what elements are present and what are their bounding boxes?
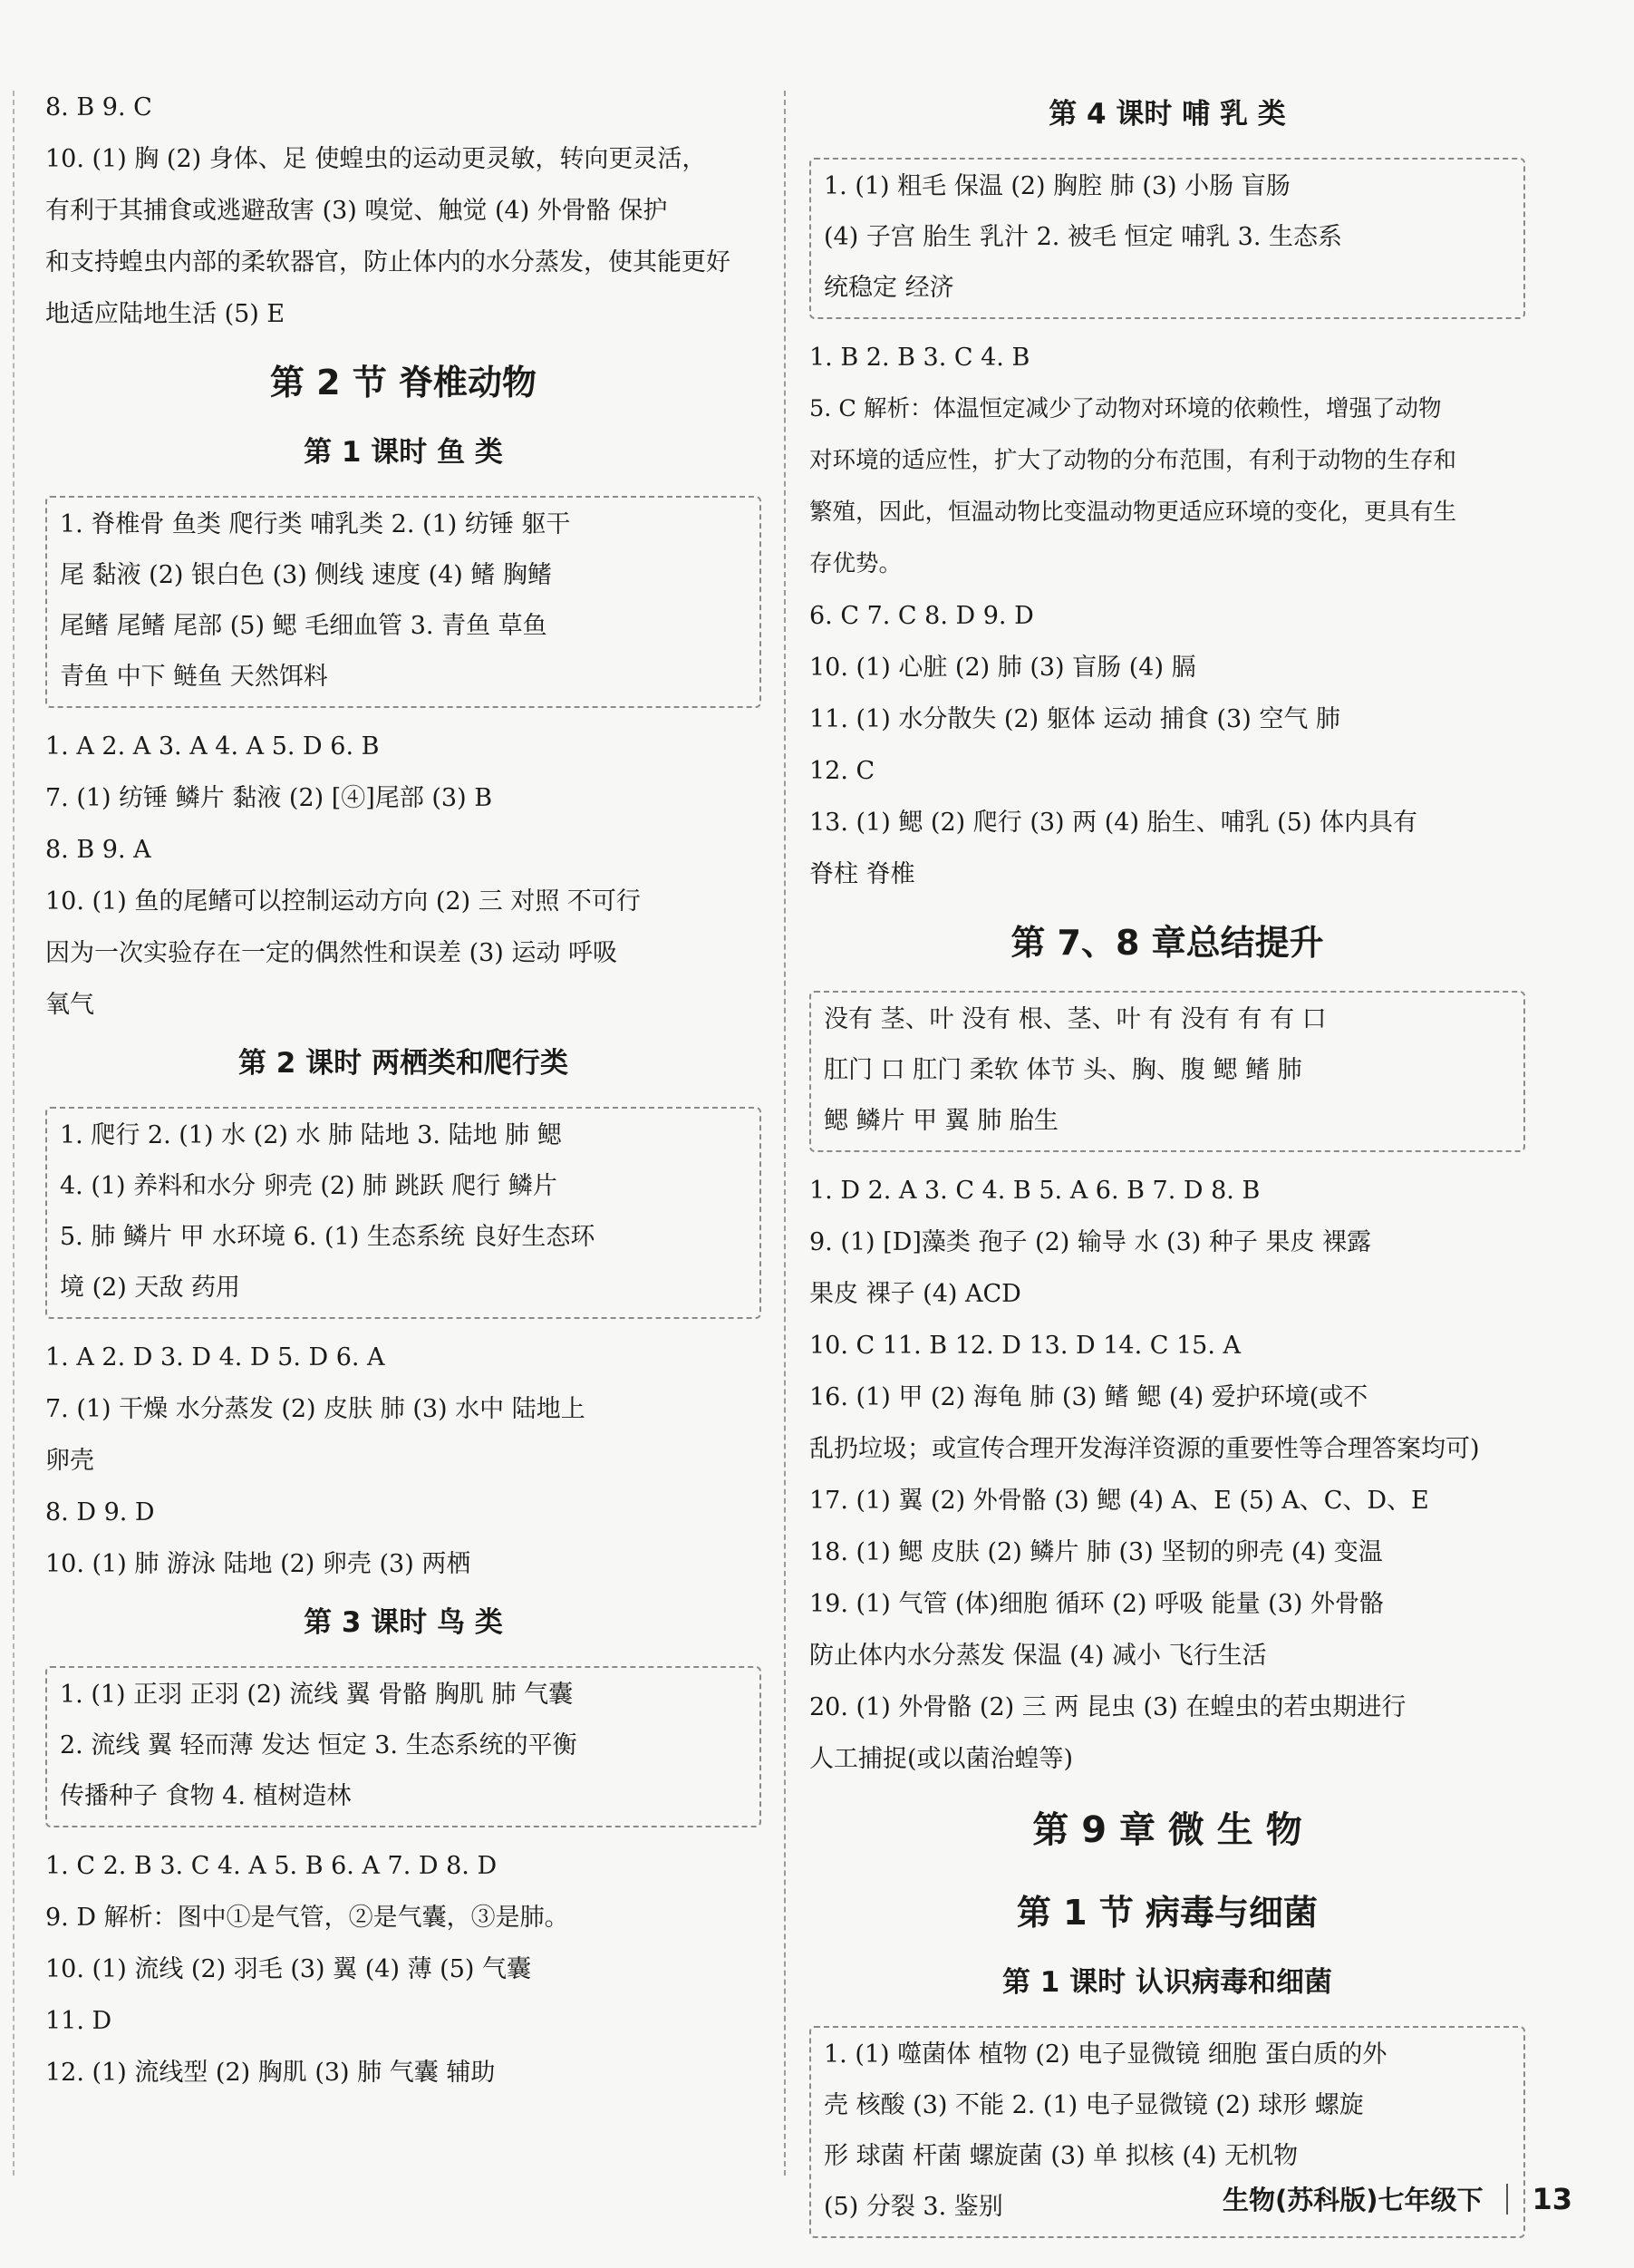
answer-line: 地适应陆地生活 (5) E — [45, 300, 285, 328]
footer-separator — [1506, 2184, 1508, 2215]
answer-line: 10. (1) 流线 (2) 羽毛 (3) 翼 (4) 薄 (5) 气囊 — [45, 1955, 531, 1983]
lesson-title: 第 3 课时 鸟 类 — [304, 1606, 503, 1639]
answer-line: 6. C 7. C 8. D 9. D — [809, 602, 1034, 630]
box-line: 1. 脊椎骨 鱼类 爬行类 哺乳类 2. (1) 纺锤 躯干 — [60, 510, 571, 538]
box-line: 尾鳍 尾鳍 尾部 (5) 鳃 毛细血管 3. 青鱼 草鱼 — [60, 612, 547, 640]
lesson-title: 第 2 课时 两栖类和爬行类 — [238, 1047, 568, 1080]
answer-line: 5. C 解析：体温恒定减少了动物对环境的依赖性，增强了动物 — [809, 395, 1442, 422]
answer-summary-box — [45, 1107, 761, 1319]
answer-line: 和支持蝗虫内部的柔软器官，防止体内的水分蒸发，使其能更好 — [45, 248, 730, 276]
box-line: 4. (1) 养料和水分 卵壳 (2) 肺 跳跃 爬行 鳞片 — [60, 1172, 557, 1200]
answer-line: 11. D — [45, 2007, 112, 2035]
section-title: 第 1 节 病毒与细菌 — [1016, 1893, 1319, 1933]
answer-line: 对环境的适应性，扩大了动物的分布范围，有利于动物的生存和 — [809, 447, 1457, 474]
box-line: 1. (1) 噬菌体 植物 (2) 电子显微镜 细胞 蛋白质的外 — [824, 2040, 1387, 2069]
answer-line: 19. (1) 气管 (体)细胞 循环 (2) 呼吸 能量 (3) 外骨骼 — [809, 1590, 1384, 1618]
answer-line: 乱扔垃圾；或宣传合理开发海洋资源的重要性等合理答案均可) — [809, 1435, 1480, 1463]
answer-line: 17. (1) 翼 (2) 外骨骼 (3) 鳃 (4) A、E (5) A、C、D、E — [809, 1487, 1429, 1515]
answer-line: 18. (1) 鳃 皮肤 (2) 鳞片 肺 (3) 坚韧的卵壳 (4) 变温 — [809, 1538, 1383, 1566]
answer-line: 10. C 11. B 12. D 13. D 14. C 15. A — [809, 1332, 1241, 1360]
answer-line: 16. (1) 甲 (2) 海龟 肺 (3) 鳍 鳃 (4) 爱护环境(或不 — [809, 1383, 1368, 1411]
box-line: 1. (1) 正羽 正羽 (2) 流线 翼 骨骼 胸肌 肺 气囊 — [60, 1681, 574, 1709]
answer-line: 因为一次实验存在一定的偶然性和误差 (3) 运动 呼吸 — [45, 939, 617, 967]
answer-line: 防止体内水分蒸发 保温 (4) 减小 飞行生活 — [809, 1642, 1267, 1670]
answer-line: 繁殖，因此，恒温动物比变温动物更适应环境的变化，更具有生 — [809, 499, 1457, 526]
answer-line: 7. (1) 干燥 水分蒸发 (2) 皮肤 肺 (3) 水中 陆地上 — [45, 1395, 585, 1423]
answer-summary-box — [809, 991, 1525, 1152]
section-title: 第 9 章 微 生 物 — [1032, 1809, 1302, 1851]
box-line: 境 (2) 天敌 药用 — [60, 1274, 240, 1302]
answer-line: 有利于其捕食或逃避敌害 (3) 嗅觉、触觉 (4) 外骨骼 保护 — [45, 197, 668, 225]
answer-line: 11. (1) 水分散失 (2) 躯体 运动 捕食 (3) 空气 肺 — [809, 705, 1340, 733]
margin-mark — [13, 91, 15, 2176]
box-line: (4) 子宫 胎生 乳汁 2. 被毛 恒定 哺乳 3. 生态系 — [824, 223, 1343, 251]
answer-line: 脊柱 脊椎 — [809, 860, 915, 888]
answer-line: 12. C — [809, 757, 875, 785]
box-line: 形 球菌 杆菌 螺旋菌 (3) 单 拟核 (4) 无机物 — [824, 2142, 1299, 2170]
box-line: 2. 流线 翼 轻而薄 发达 恒定 3. 生态系统的平衡 — [60, 1731, 577, 1759]
box-line: 统稳定 经济 — [824, 274, 954, 302]
section-title: 第 7、8 章总结提升 — [1010, 923, 1324, 963]
answer-line: 10. (1) 心脏 (2) 肺 (3) 盲肠 (4) 膈 — [809, 654, 1196, 682]
box-line: 肛门 口 肛门 柔软 体节 头、胸、腹 鳃 鳍 肺 — [824, 1056, 1302, 1084]
answer-line: 13. (1) 鳃 (2) 爬行 (3) 两 (4) 胎生、哺乳 (5) 体内具有 — [809, 809, 1417, 837]
answer-line: 1. A 2. A 3. A 4. A 5. D 6. B — [45, 732, 380, 761]
answer-line: 人工捕捉(或以菌治蝗等) — [809, 1745, 1074, 1773]
answer-line: 1. D 2. A 3. C 4. B 5. A 6. B 7. D 8. B — [809, 1177, 1261, 1205]
answer-line: 10. (1) 胸 (2) 身体、足 使蝗虫的运动更灵敏，转向更灵活， — [45, 145, 707, 173]
answer-line: 9. D 解析：图中①是气管，②是气囊，③是肺。 — [45, 1904, 569, 1932]
answer-line: 9. (1) [D]藻类 孢子 (2) 输导 水 (3) 种子 果皮 裸露 — [809, 1228, 1372, 1256]
answer-line: 8. D 9. D — [45, 1498, 155, 1527]
lesson-title: 第 4 课时 哺 乳 类 — [1049, 98, 1286, 131]
answer-line: 10. (1) 肺 游泳 陆地 (2) 卵壳 (3) 两栖 — [45, 1550, 471, 1578]
answer-line: 存优势。 — [809, 550, 903, 577]
box-line: 尾 黏液 (2) 银白色 (3) 侧线 速度 (4) 鳍 胸鳍 — [60, 561, 552, 589]
box-line: 壳 核酸 (3) 不能 2. (1) 电子显微镜 (2) 球形 螺旋 — [824, 2091, 1364, 2119]
answer-line: 8. B 9. A — [45, 836, 151, 864]
answer-line: 1. B 2. B 3. C 4. B — [809, 344, 1030, 372]
box-line: 1. (1) 粗毛 保温 (2) 胸腔 肺 (3) 小肠 盲肠 — [824, 172, 1291, 200]
box-line: 5. 肺 鳞片 甲 水环境 6. (1) 生态系统 良好生态环 — [60, 1223, 595, 1251]
answer-line: 卵壳 — [45, 1447, 94, 1475]
box-line: 1. 爬行 2. (1) 水 (2) 水 肺 陆地 3. 陆地 肺 鳃 — [60, 1121, 562, 1149]
left-column — [45, 82, 761, 2098]
right-column — [809, 82, 1525, 2251]
book-title: 生物(苏科版)七年级下 — [1222, 2185, 1484, 2215]
answer-summary-box — [45, 1666, 761, 1827]
answer-summary-box — [45, 496, 761, 708]
page-number: 13 — [1532, 2181, 1572, 2216]
box-line: (5) 分裂 3. 鉴别 — [824, 2193, 1003, 2221]
page-footer — [1223, 2180, 1572, 2217]
box-line: 没有 茎、叶 没有 根、茎、叶 有 没有 有 有 口 — [824, 1005, 1327, 1033]
column-divider — [784, 91, 786, 2176]
lesson-title: 第 1 课时 认识病毒和细菌 — [1002, 1966, 1332, 1999]
answer-line: 8. B 9. C — [45, 93, 152, 121]
answer-line: 氧气 — [45, 991, 94, 1019]
section-title: 第 2 节 脊椎动物 — [269, 363, 537, 402]
answer-summary-box — [809, 158, 1525, 319]
answer-line: 1. C 2. B 3. C 4. A 5. B 6. A 7. D 8. D — [45, 1852, 498, 1880]
box-line: 青鱼 中下 鲢鱼 天然饵料 — [60, 663, 328, 691]
answer-line: 20. (1) 外骨骼 (2) 三 两 昆虫 (3) 在蝗虫的若虫期进行 — [809, 1693, 1407, 1721]
answer-line: 1. A 2. D 3. D 4. D 5. D 6. A — [45, 1343, 385, 1371]
answer-line: 7. (1) 纺锤 鳞片 黏液 (2) [④]尾部 (3) B — [45, 784, 493, 812]
answer-line: 12. (1) 流线型 (2) 胸肌 (3) 肺 气囊 辅助 — [45, 2059, 496, 2087]
box-line: 传播种子 食物 4. 植树造林 — [60, 1782, 352, 1810]
answer-line: 10. (1) 鱼的尾鳍可以控制运动方向 (2) 三 对照 不可行 — [45, 887, 641, 916]
lesson-title: 第 1 课时 鱼 类 — [304, 436, 503, 469]
box-line: 鳃 鳞片 甲 翼 肺 胎生 — [824, 1107, 1059, 1135]
answer-line: 果皮 裸子 (4) ACD — [809, 1280, 1021, 1308]
